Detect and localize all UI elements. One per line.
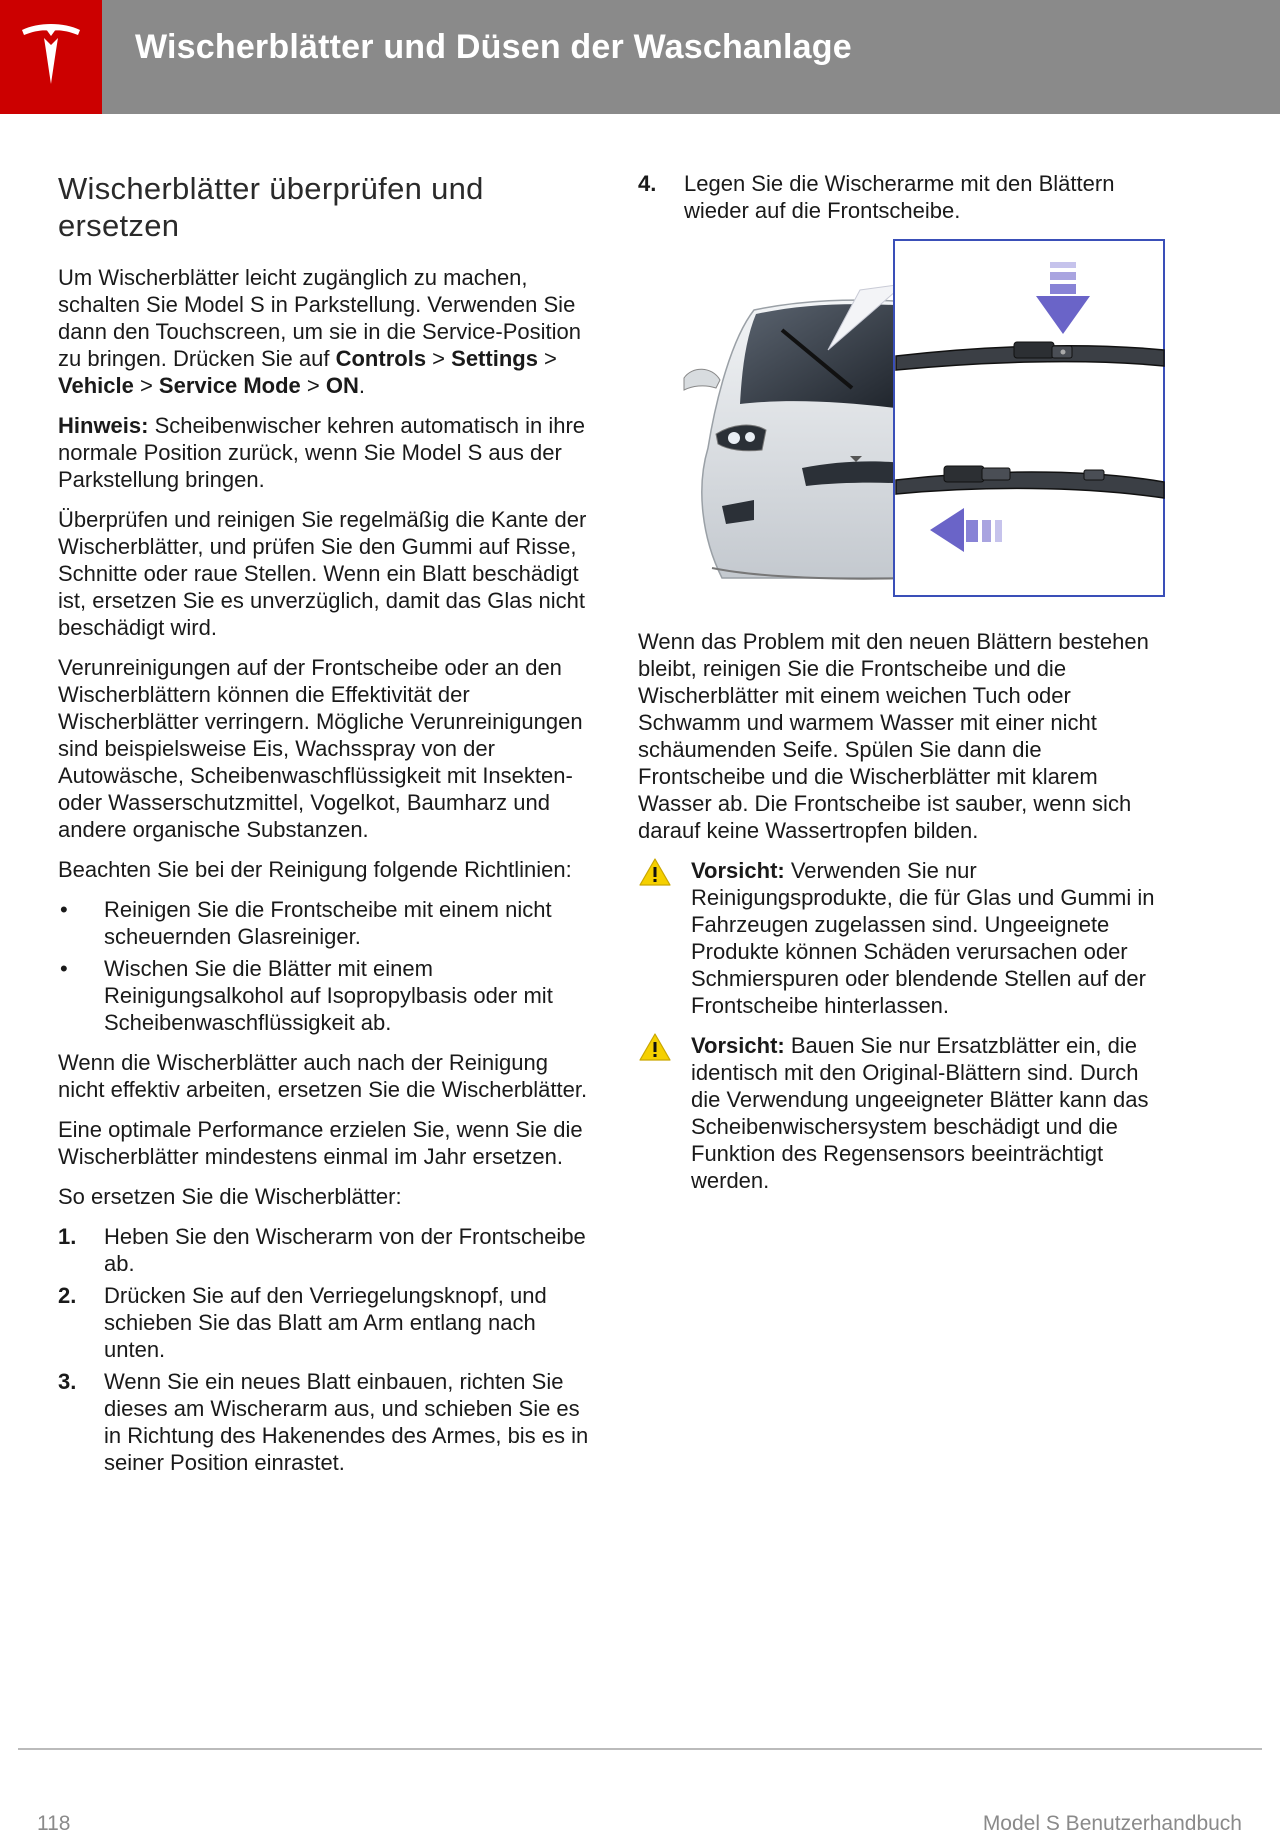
step-number: 4. bbox=[638, 171, 657, 196]
page-title: Wischerblätter und Düsen der Waschanlage bbox=[135, 28, 852, 66]
menu-path-separator: > bbox=[133, 373, 159, 398]
manual-title: Model S Benutzerhandbuch bbox=[982, 1812, 1242, 1835]
step-item bbox=[58, 1282, 592, 1363]
menu-path-vehicle: Vehicle bbox=[58, 373, 134, 398]
bullet: • bbox=[60, 897, 68, 922]
step-text: Wenn Sie ein neues Blatt einbauen, richten Sie dieses am Wischerarm aus, und schieben Sie es in Richtung des Hakenendes des Armes, bis es in seiner Position einrastet. bbox=[104, 1369, 589, 1475]
guidelines-list bbox=[58, 896, 592, 1036]
intro-text: Um Wischerblätter leicht zugänglich zu machen, schalten Sie Model S in Parkstellung. Verwenden Sie dann den Touchscreen, um sie in die Service-Position zu bringen. Drücken Sie auf bbox=[58, 265, 582, 371]
step-number: 1. bbox=[58, 1224, 77, 1249]
paragraph: Wenn das Problem mit den neuen Blättern bestehen bleibt, reinigen Sie die Frontscheibe und die Wischerblätter mit einem weichen Tuch oder Schwamm und warmem Wasser mit einer nicht schäumenden Seife. Spülen Sie dann die Frontscheibe und die Wischerblätter mit klarem Wasser ab. Die Frontscheibe ist sauber, wenn sich darauf keine Wassertropfen bilden. bbox=[638, 629, 1149, 843]
tesla-logo-icon bbox=[18, 20, 84, 90]
menu-path-separator: > bbox=[426, 346, 452, 371]
menu-path-separator: > bbox=[537, 346, 557, 371]
list-item-text: Reinigen Sie die Frontscheibe mit einem nicht scheuernden Glasreiniger. bbox=[104, 897, 552, 949]
menu-path-service-mode: Service Mode bbox=[158, 373, 301, 398]
caution-text: Bauen Sie nur Ersatzblätter ein, die identisch mit den Original-Blättern sind. Durch die Verwendung ungeeigneter Blätter kann das Scheibenwischersystem beschädigt und die Funktion des Regensensors beeinträchtigt werden. bbox=[691, 1033, 1149, 1193]
note-label: Hinweis: bbox=[58, 413, 149, 438]
step-text: Heben Sie den Wischerarm von der Frontscheibe ab. bbox=[104, 1224, 586, 1276]
step-text: Legen Sie die Wischerarme mit den Blättern wieder auf die Frontscheibe. bbox=[684, 171, 1115, 223]
sentence-end: . bbox=[358, 373, 365, 398]
step-number: 3. bbox=[58, 1369, 77, 1394]
page-number: 118 bbox=[37, 1812, 71, 1835]
paragraph: Überprüfen und reinigen Sie regelmäßig die Kante der Wischerblätter, und prüfen Sie den Gummi auf Risse, Schnitte oder raue Stellen. Wenn ein Blatt beschädigt ist, ersetzen Sie es unverzüglich, damit das Glas nicht beschädigt wird. bbox=[58, 507, 587, 640]
menu-path-controls: Controls bbox=[335, 346, 427, 371]
list-item bbox=[58, 955, 592, 1036]
detail-frame bbox=[894, 240, 1164, 596]
step-item bbox=[638, 170, 1168, 224]
steps-list-continued bbox=[638, 170, 1168, 224]
paragraph: Beachten Sie bei der Reinigung folgende Richtlinien: bbox=[58, 857, 572, 882]
warning-icon bbox=[638, 1032, 672, 1062]
paragraph: So ersetzen Sie die Wischerblätter: bbox=[58, 1184, 402, 1209]
left-column bbox=[58, 170, 592, 1489]
list-item bbox=[58, 896, 592, 950]
step-item bbox=[58, 1223, 592, 1277]
steps-list bbox=[58, 1223, 592, 1476]
list-item-text: Wischen Sie die Blätter mit einem Reinigungsalkohol auf Isopropylbasis oder mit Scheibenwaschflüssigkeit ab. bbox=[104, 956, 553, 1035]
menu-path-on: ON bbox=[325, 373, 359, 398]
paragraph: Eine optimale Performance erzielen Sie, wenn Sie die Wischerblätter mindestens einmal im Jahr ersetzen. bbox=[58, 1117, 583, 1169]
menu-path-settings: Settings bbox=[451, 346, 538, 371]
caution-label: Vorsicht: bbox=[691, 1033, 785, 1058]
caution-text: Verwenden Sie nur Reinigungsprodukte, die für Glas und Gummi in Fahrzeugen zugelassen sind. Ungeeignete Produkte können Schäden verursachen oder Schmierspuren oder blendende Stellen auf der Frontscheibe hinterlassen. bbox=[691, 858, 1155, 1018]
note-text: Scheibenwischer kehren automatisch in ihre normale Position zurück, wenn Sie Model S aus der Parkstellung bringen. bbox=[58, 413, 586, 492]
bullet: • bbox=[60, 956, 68, 981]
tesla-logo bbox=[0, 0, 102, 114]
section-heading: Wischerblätter überprüfen und ersetzen bbox=[58, 171, 484, 243]
caution-label: Vorsicht: bbox=[691, 858, 785, 883]
page-header bbox=[0, 0, 1280, 114]
warning-icon bbox=[638, 857, 672, 887]
note-paragraph bbox=[58, 412, 592, 493]
right-column bbox=[638, 170, 1168, 1207]
caution-box bbox=[638, 1032, 1168, 1194]
menu-path-separator: > bbox=[300, 373, 326, 398]
intro-paragraph bbox=[58, 264, 592, 399]
wiper-blade-replacement-illustration bbox=[682, 238, 1168, 600]
step-number: 2. bbox=[58, 1283, 77, 1308]
caution-box bbox=[638, 857, 1168, 1019]
paragraph: Verunreinigungen auf der Frontscheibe oder an den Wischerblättern können die Effektivität der Wischerblätter verringern. Mögliche Verunreinigungen sind beispielsweise Eis, Wachsspray von der Autowäsche, Scheibenwaschflüssigkeit mit Insekten- oder Wasserschutzmittel, Vogelkot, Baumharz und andere organische Substanzen. bbox=[58, 655, 583, 842]
step-item bbox=[58, 1368, 592, 1476]
step-text: Drücken Sie auf den Verriegelungsknopf, und schieben Sie das Blatt am Arm entlang nach unten. bbox=[104, 1283, 547, 1362]
footer-divider bbox=[18, 1748, 1262, 1750]
wiper-illustration-svg bbox=[682, 238, 1168, 600]
paragraph: Wenn die Wischerblätter auch nach der Reinigung nicht effektiv arbeiten, ersetzen Sie die Wischerblätter. bbox=[58, 1050, 588, 1102]
car-front-view bbox=[684, 300, 912, 579]
